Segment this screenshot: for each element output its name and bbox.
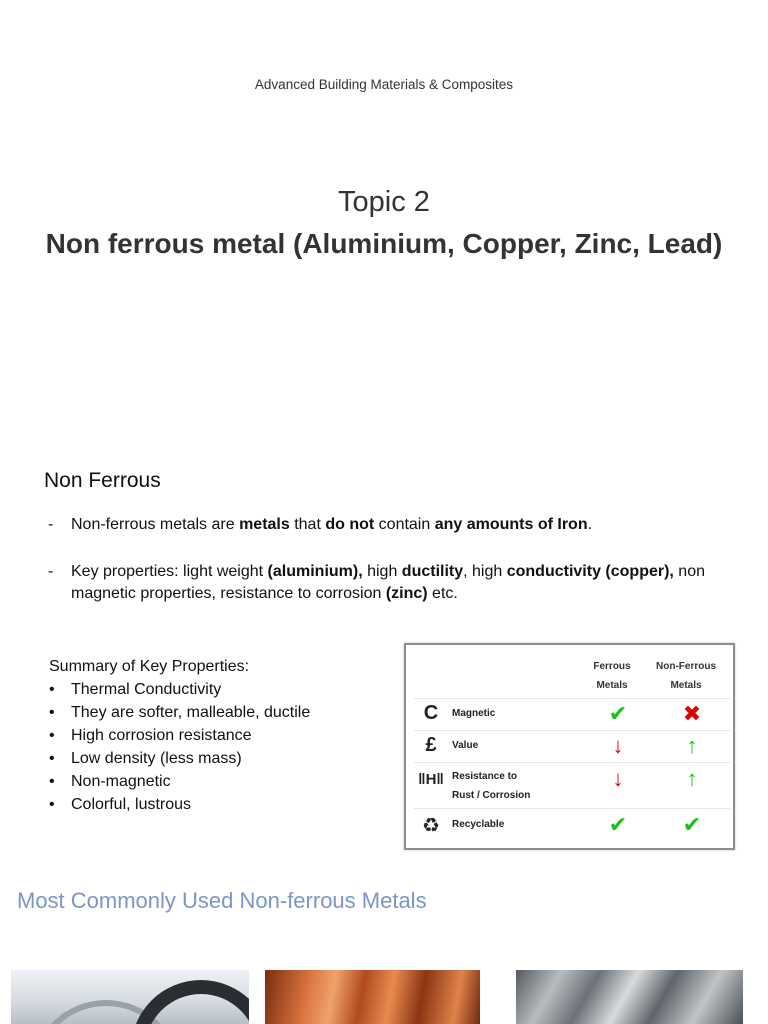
text-segment: Non-ferrous metals are	[71, 516, 240, 533]
section-subtitle: Most Commonly Used Non-ferrous Metals	[17, 888, 427, 913]
text-segment: that	[289, 516, 326, 533]
text-segment: .	[587, 516, 593, 533]
summary-item: • Colorful, lustrous	[49, 793, 310, 816]
aluminium-structure-photo	[11, 970, 249, 1024]
summary-heading: Summary of Key Properties:	[49, 658, 250, 675]
row-label: Magnetic	[452, 708, 496, 719]
table-row-corrosion	[414, 762, 730, 808]
arrow-up-icon: ↑	[686, 766, 698, 791]
text-segment: , high	[463, 563, 507, 580]
summary-item: • Thermal Conductivity	[49, 678, 310, 701]
row-label: Value	[452, 740, 479, 751]
summary-list	[49, 655, 310, 816]
arrow-down-icon: ↓	[612, 733, 624, 758]
magnet-icon: C	[423, 702, 439, 724]
bullet-text	[71, 514, 748, 536]
text-segment: etc.	[427, 585, 458, 602]
row-label: Recyclable	[452, 819, 505, 830]
column-header-non-ferrous: Non-Ferrous Metals	[656, 661, 716, 691]
text-segment: (aluminium),	[267, 563, 363, 580]
check-icon: ✔	[682, 812, 702, 837]
copper-pipes-photo	[265, 970, 480, 1024]
properties-comparison-table	[404, 643, 735, 850]
arrow-up-icon: ↑	[686, 733, 698, 758]
recycle-icon: ♻	[422, 815, 440, 837]
section-heading: Non Ferrous	[44, 469, 161, 492]
summary-item: • Low density (less mass)	[49, 747, 310, 770]
text-segment: metals	[239, 516, 290, 533]
check-icon: ✔	[608, 812, 628, 837]
bullet-dash: -	[48, 563, 54, 580]
summary-item: • Non-magnetic	[49, 770, 310, 793]
bullet-definition	[48, 514, 748, 536]
column-header-ferrous: Ferrous Metals	[593, 661, 631, 691]
row-label: Resistance to Rust / Corrosion	[452, 771, 531, 801]
text-segment: non magnetic properties, resistance to corrosion	[71, 563, 705, 602]
table-row-value	[414, 730, 730, 762]
text-segment: Key properties: light weight	[71, 563, 268, 580]
pound-icon: £	[425, 734, 437, 756]
summary-item: • They are softer, malleable, ductile	[49, 701, 310, 724]
arrow-down-icon: ↓	[612, 766, 624, 791]
table-row-magnetic	[414, 698, 730, 730]
text-segment: contain	[374, 516, 435, 533]
course-title: Advanced Building Materials & Composites	[254, 77, 514, 92]
zinc-bolts-photo	[516, 970, 743, 1024]
text-segment: high	[362, 563, 402, 580]
text-segment: do not	[325, 516, 375, 533]
text-segment: (zinc)	[385, 585, 428, 602]
table-row-recyclable	[414, 808, 730, 844]
bullet-dash: -	[48, 516, 54, 533]
topic-number: Topic 2	[338, 186, 430, 218]
summary-items	[49, 678, 310, 816]
text-segment: conductivity (copper),	[506, 563, 674, 580]
text-segment: ductility	[401, 563, 464, 580]
bullet-text	[71, 561, 748, 605]
cross-icon: ✖	[682, 701, 702, 726]
bullet-key-properties	[48, 561, 748, 605]
summary-item: • High corrosion resistance	[49, 724, 310, 747]
shield-icon: ǁHǁ	[418, 771, 444, 788]
topic-title: Non ferrous metal (Aluminium, Copper, Zinc, Lead)	[45, 228, 723, 259]
text-segment: any amounts of Iron	[434, 516, 588, 533]
check-icon: ✔	[608, 701, 628, 726]
